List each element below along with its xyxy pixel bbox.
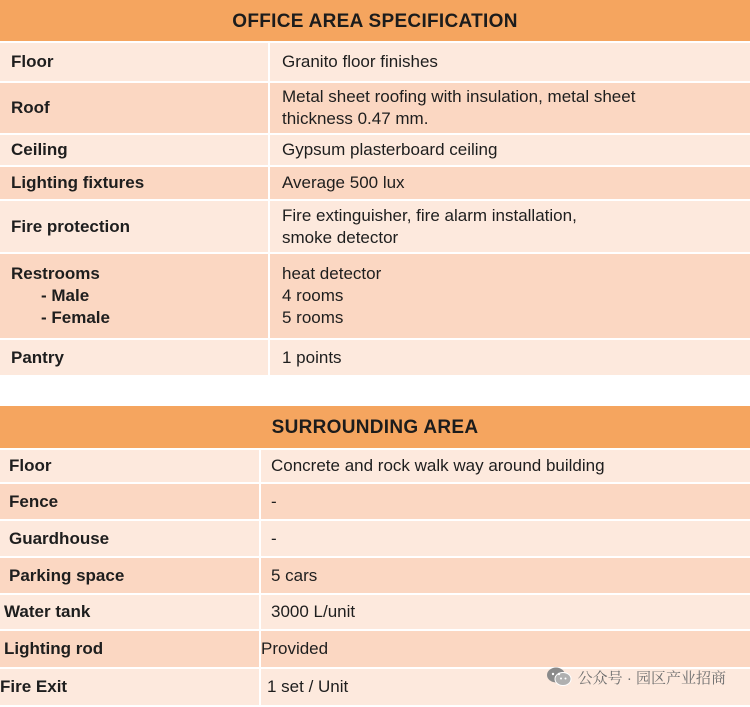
- row-value: 5 cars: [271, 565, 318, 585]
- value-line: 5 rooms: [282, 308, 344, 327]
- surrounding-area-table: [0, 406, 750, 707]
- row-label: Floor: [0, 450, 261, 482]
- value-line: thickness 0.47 mm.: [282, 109, 429, 128]
- table-row: [0, 135, 750, 167]
- table-row: [0, 595, 750, 631]
- value-line: smoke detector: [282, 227, 399, 247]
- office-area-title: OFFICE AREA SPECIFICATION: [0, 0, 750, 43]
- table-row: [0, 254, 750, 340]
- row-label: Roof: [0, 83, 270, 133]
- row-value: Average 500 lux: [282, 173, 405, 192]
- value-line: Fire extinguisher, fire alarm installation,: [282, 205, 577, 225]
- table-row: [0, 201, 750, 254]
- value-line: heat detector: [282, 264, 382, 283]
- row-value: Gypsum plasterboard ceiling: [282, 140, 498, 159]
- label-line: - Male: [41, 286, 90, 305]
- row-label: Fire protection: [0, 201, 270, 252]
- table-row: [0, 167, 750, 201]
- row-label: Pantry: [0, 340, 270, 375]
- row-value: Concrete and rock walk way around building: [271, 456, 605, 475]
- row-value: -: [271, 528, 277, 548]
- row-label: [0, 254, 270, 338]
- row-value: [270, 83, 635, 133]
- row-label: Water tank: [0, 595, 261, 629]
- table-row: [0, 340, 750, 377]
- table-spacer: [0, 377, 750, 406]
- row-value: 1 points: [282, 347, 342, 367]
- table-row: [0, 83, 750, 135]
- value-line: Metal sheet roofing with insulation, metal sheet: [282, 87, 636, 106]
- surrounding-area-title: SURROUNDING AREA: [0, 406, 750, 450]
- row-value: Granito floor finishes: [282, 52, 438, 71]
- row-value: -: [271, 491, 277, 511]
- watermark: [546, 666, 726, 688]
- row-label: Lighting fixtures: [0, 167, 270, 199]
- table-row: [0, 631, 750, 669]
- row-label: Ceiling: [0, 135, 270, 165]
- label-line: - Female: [41, 308, 110, 327]
- value-line: 4 rooms: [282, 286, 344, 305]
- label-line: Restrooms: [11, 264, 100, 283]
- row-value: Provided: [261, 639, 329, 658]
- row-label: Fence: [0, 484, 261, 519]
- table-row: [0, 521, 750, 558]
- row-label: Fire Exit: [0, 669, 261, 705]
- table-row: [0, 484, 750, 521]
- row-value: 1 set / Unit: [267, 677, 349, 696]
- table-row: [0, 43, 750, 83]
- row-label: Lighting rod: [0, 631, 261, 667]
- row-label: Floor: [0, 43, 270, 81]
- table-row: [0, 450, 750, 484]
- row-value: 3000 L/unit: [271, 602, 356, 621]
- row-label: Guardhouse: [0, 521, 261, 556]
- watermark-text: 公众号 · 园区产业招商: [577, 669, 726, 687]
- table-row: [0, 558, 750, 595]
- wechat-icon: [546, 666, 572, 688]
- row-label: Parking space: [0, 558, 261, 593]
- row-value: [270, 201, 577, 252]
- row-value: [270, 254, 381, 338]
